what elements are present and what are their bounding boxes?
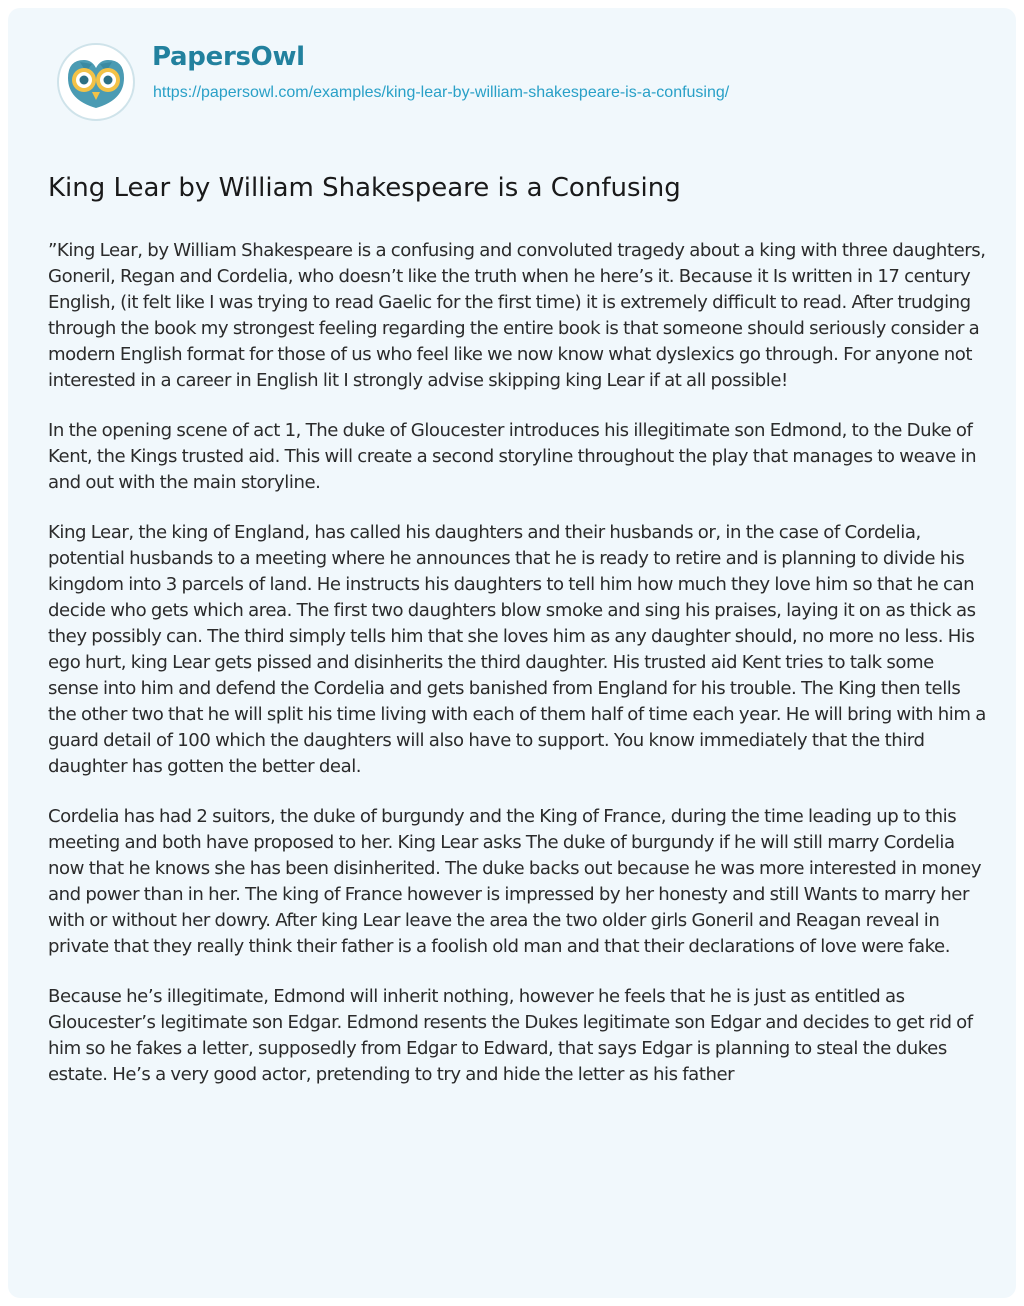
site-header xyxy=(56,40,976,120)
paragraph: Because he’s illegitimate, Edmond will inherit nothing, however he feels that he is just as entitled as Gloucester’s legitimate son Edgar. Edmond resents the Dukes legitimate son Edgar and decides to get rid of him so he fakes a letter, supposedly from Edgar to Edward, that says Edgar is planning to steal the dukes estate. He’s a very good actor, pretending to try and hide the letter as his father xyxy=(48,986,973,1085)
paragraph: ”King Lear, by William Shakespeare is a confusing and convoluted tragedy about a king with three daughters, Goneril, Regan and Cordelia, who doesn’t like the truth when he here’s it. Because it Is written in 17 century English, (it felt like I was trying to read Gaelic for the first time) it is extremely difficult to read. After trudging through the book my strongest feeling regarding the entire book is that someone should seriously consider a modern English format for those of us who feel like we now know what dyslexics go through. For anyone not interested in a career in English lit I strongly advise skipping king Lear if at all possible! xyxy=(48,240,986,391)
page-title: King Lear by William Shakespeare is a Confusing xyxy=(48,173,681,203)
paragraph: King Lear, the king of England, has called his daughters and their husbands or, in the case of Cordelia, potential husbands to a meeting where he announces that he is ready to retire and is planning to divide his kingdom into 3 parcels of land. He instructs his daughters to tell him how much they love him so that he can decide who gets which area. The first two daughters blow smoke and sing his praises, laying it on as thick as they possibly can. The third simply tells him that she loves him as any daughter should, no more no less. His ego hurt, king Lear gets pissed and disinherits the third daughter. His trusted aid Kent tries to talk some sense into him and defend the Cordelia and gets banished from England for his trouble. The King then tells the other two that he will split his time living with each of them half of time each year. He will bring with him a guard detail of 100 which the daughters will also have to support. You know immediately that the third daughter has gotten the better deal. xyxy=(48,522,986,777)
article-body xyxy=(48,238,988,1112)
paragraph: Cordelia has had 2 suitors, the duke of burgundy and the King of France, during the time leading up to this meeting and both have proposed to her. King Lear asks The duke of burgundy if he will still marry Cordelia now that he knows she has been disinherited. The duke backs out because he was more interested in money and power than in her. The king of France however is impressed by her honesty and still Wants to marry her with or without her dowry. After king Lear leave the area the two older girls Goneril and Reagan reveal in private that they really think their father is a foolish old man and that their declarations of love were fake. xyxy=(48,806,982,957)
owl-logo-icon[interactable] xyxy=(56,42,136,122)
paragraph: In the opening scene of act 1, The duke of Gloucester introduces his illegitimate son Edmond, to the Duke of Kent, the Kings trusted aid. This will create a second storyline throughout the play that manages to weave in and out with the main storyline. xyxy=(48,420,977,493)
document-page xyxy=(8,8,1016,1298)
source-url-link[interactable]: https://papersowl.com/examples/king-lear-by-william-shakespeare-is-a-confusing/ xyxy=(153,84,730,101)
brand-name[interactable]: PapersOwl xyxy=(152,42,305,72)
